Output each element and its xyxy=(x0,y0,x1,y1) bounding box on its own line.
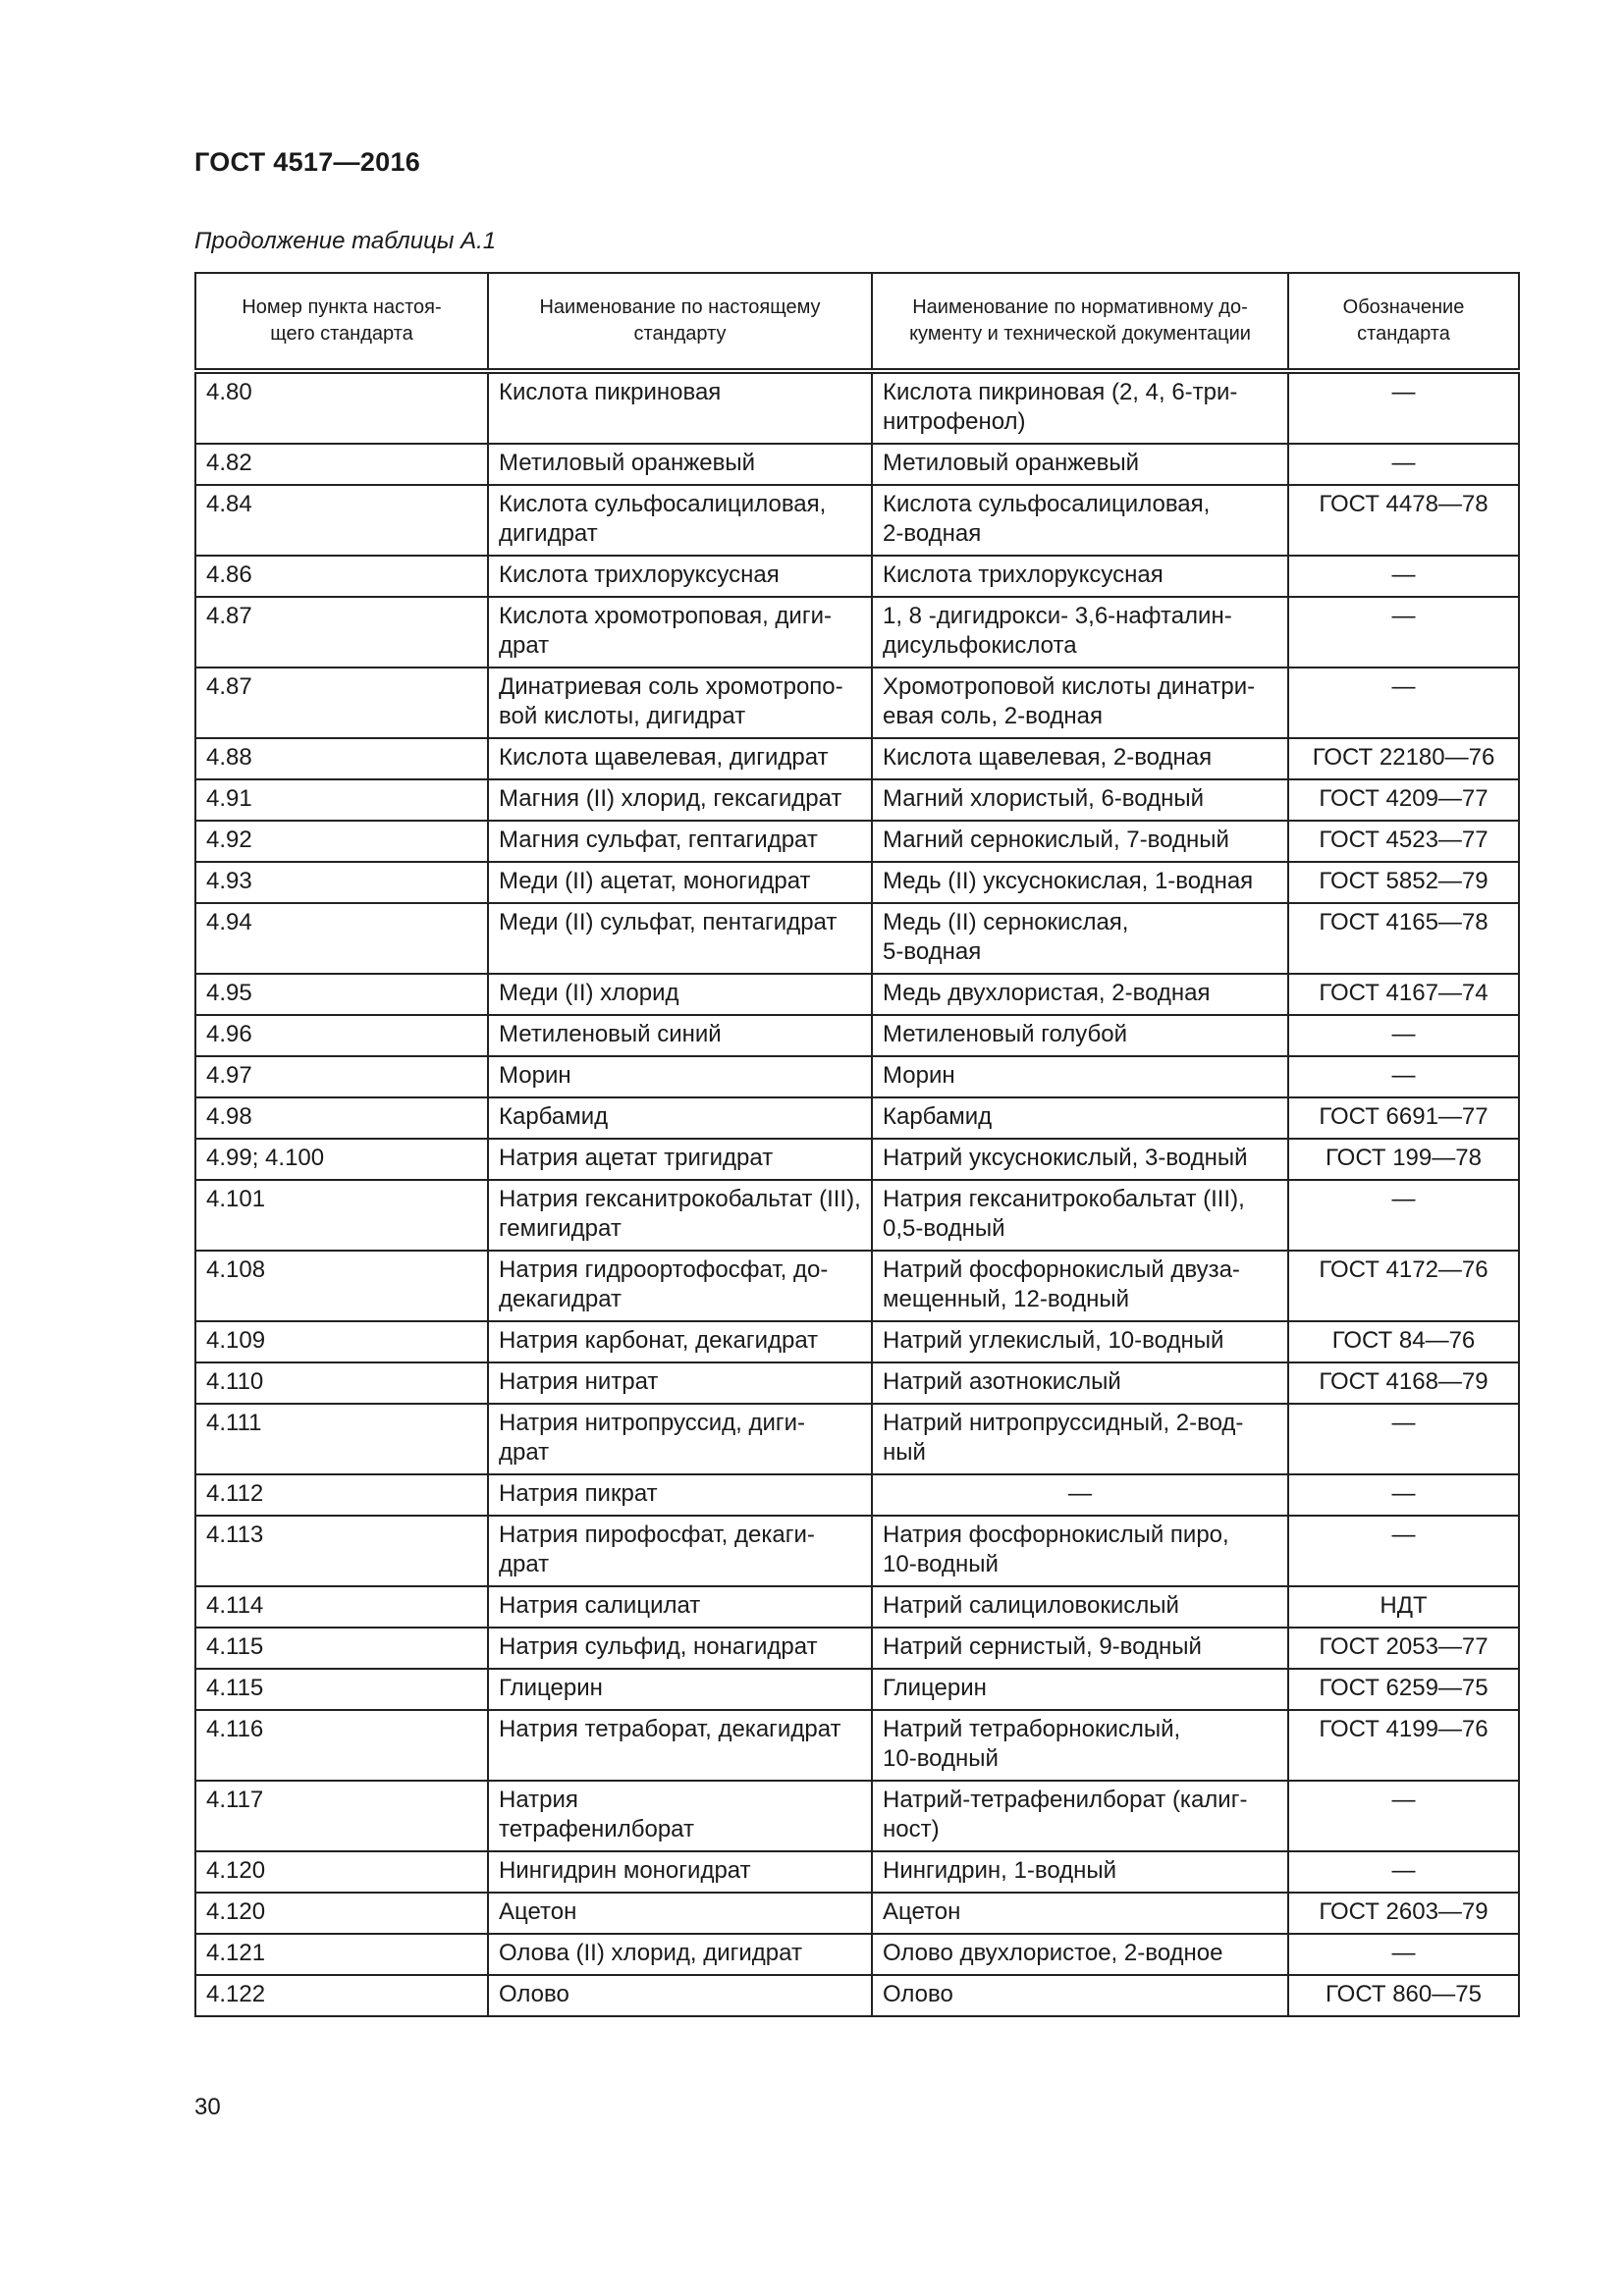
column-header-name: Наименование по настоящему стандарту xyxy=(488,273,872,371)
cell-name: Натрия гидроортофосфат, до- декагидрат xyxy=(488,1251,872,1321)
cell-name: Натрия гексанитрокобальтат (III), гемигидрат xyxy=(488,1180,872,1251)
table-row xyxy=(195,1669,1519,1710)
table-body xyxy=(195,371,1519,2016)
table-row xyxy=(195,1781,1519,1851)
table-row xyxy=(195,1934,1519,1975)
table-row xyxy=(195,1628,1519,1669)
table-row xyxy=(195,667,1519,738)
cell-item-number: 4.97 xyxy=(195,1056,488,1097)
cell-item-number: 4.98 xyxy=(195,1097,488,1139)
cell-name: Натрия карбонат, декагидрат xyxy=(488,1321,872,1362)
cell-standard: ГОСТ 6691—77 xyxy=(1288,1097,1519,1139)
cell-document-name: Медь (II) уксуснокислая, 1-водная xyxy=(872,862,1288,903)
cell-name: Нингидрин моногидрат xyxy=(488,1851,872,1893)
cell-item-number: 4.113 xyxy=(195,1516,488,1586)
cell-standard: ГОСТ 4478—78 xyxy=(1288,485,1519,556)
cell-document-name: Нингидрин, 1-водный xyxy=(872,1851,1288,1893)
cell-document-name: Натрий салициловокислый xyxy=(872,1586,1288,1628)
cell-standard: ГОСТ 4165—78 xyxy=(1288,903,1519,974)
cell-standard: — xyxy=(1288,1781,1519,1851)
cell-standard: ГОСТ 860—75 xyxy=(1288,1975,1519,2016)
cell-standard: — xyxy=(1288,556,1519,597)
cell-standard: ГОСТ 4199—76 xyxy=(1288,1710,1519,1781)
cell-standard: ГОСТ 4172—76 xyxy=(1288,1251,1519,1321)
cell-standard: ГОСТ 5852—79 xyxy=(1288,862,1519,903)
cell-item-number: 4.87 xyxy=(195,667,488,738)
cell-document-name: Медь (II) сернокислая, 5-водная xyxy=(872,903,1288,974)
column-header-item-number: Номер пункта настоя- щего стандарта xyxy=(195,273,488,371)
cell-item-number: 4.116 xyxy=(195,1710,488,1781)
document-title: ГОСТ 4517—2016 xyxy=(194,147,421,177)
cell-item-number: 4.108 xyxy=(195,1251,488,1321)
cell-name: Натрия тетраборат, декагидрат xyxy=(488,1710,872,1781)
cell-document-name: Глицерин xyxy=(872,1669,1288,1710)
table-row xyxy=(195,862,1519,903)
cell-standard: — xyxy=(1288,444,1519,485)
table-row xyxy=(195,1710,1519,1781)
cell-standard: — xyxy=(1288,597,1519,667)
cell-document-name: — xyxy=(872,1474,1288,1516)
cell-standard: ГОСТ 4523—77 xyxy=(1288,821,1519,862)
cell-standard: ГОСТ 4168—79 xyxy=(1288,1362,1519,1404)
table-row xyxy=(195,1975,1519,2016)
cell-document-name: Хромотроповой кислоты динатри- евая соль, 2-водная xyxy=(872,667,1288,738)
cell-document-name: Олово двухлористое, 2-водное xyxy=(872,1934,1288,1975)
table-row xyxy=(195,1015,1519,1056)
cell-standard: ГОСТ 84—76 xyxy=(1288,1321,1519,1362)
cell-name: Натрия сульфид, нонагидрат xyxy=(488,1628,872,1669)
cell-standard: ГОСТ 2603—79 xyxy=(1288,1893,1519,1934)
cell-item-number: 4.92 xyxy=(195,821,488,862)
cell-item-number: 4.115 xyxy=(195,1669,488,1710)
cell-name: Карбамид xyxy=(488,1097,872,1139)
cell-document-name: Магний хлористый, 6-водный xyxy=(872,779,1288,821)
cell-document-name: Натрия фосфорнокислый пиро, 10-водный xyxy=(872,1516,1288,1586)
cell-document-name: 1, 8 -дигидрокси- 3,6-нафталин- дисульфокислота xyxy=(872,597,1288,667)
cell-name: Магния (II) хлорид, гексагидрат xyxy=(488,779,872,821)
cell-item-number: 4.96 xyxy=(195,1015,488,1056)
table-row xyxy=(195,1056,1519,1097)
cell-standard: НДТ xyxy=(1288,1586,1519,1628)
table-header-row xyxy=(195,273,1519,371)
cell-item-number: 4.86 xyxy=(195,556,488,597)
cell-item-number: 4.99; 4.100 xyxy=(195,1139,488,1180)
cell-name: Кислота хромотроповая, диги- драт xyxy=(488,597,872,667)
table-row xyxy=(195,597,1519,667)
cell-name: Натрия нитропруссид, диги- драт xyxy=(488,1404,872,1474)
cell-standard: ГОСТ 2053—77 xyxy=(1288,1628,1519,1669)
table-row xyxy=(195,779,1519,821)
table-row xyxy=(195,444,1519,485)
cell-document-name: Кислота пикриновая (2, 4, 6-три- нитрофенол) xyxy=(872,371,1288,444)
cell-standard: ГОСТ 22180—76 xyxy=(1288,738,1519,779)
cell-standard: ГОСТ 4209—77 xyxy=(1288,779,1519,821)
cell-item-number: 4.117 xyxy=(195,1781,488,1851)
cell-document-name: Натрий уксуснокислый, 3-водный xyxy=(872,1139,1288,1180)
cell-standard: ГОСТ 199—78 xyxy=(1288,1139,1519,1180)
table-caption: Продолжение таблицы А.1 xyxy=(194,228,497,254)
cell-name: Меди (II) ацетат, моногидрат xyxy=(488,862,872,903)
cell-item-number: 4.94 xyxy=(195,903,488,974)
column-header-document-name: Наименование по нормативному до- кументу и технической документации xyxy=(872,273,1288,371)
cell-name: Натрия пирофосфат, декаги- драт xyxy=(488,1516,872,1586)
cell-name: Натрия тетрафенилборат xyxy=(488,1781,872,1851)
cell-standard: — xyxy=(1288,667,1519,738)
table-row xyxy=(195,485,1519,556)
cell-item-number: 4.110 xyxy=(195,1362,488,1404)
table-row xyxy=(195,1893,1519,1934)
table-row xyxy=(195,1251,1519,1321)
cell-name: Натрия пикрат xyxy=(488,1474,872,1516)
cell-item-number: 4.84 xyxy=(195,485,488,556)
cell-document-name: Ацетон xyxy=(872,1893,1288,1934)
cell-item-number: 4.95 xyxy=(195,974,488,1015)
cell-item-number: 4.91 xyxy=(195,779,488,821)
cell-name: Метиловый оранжевый xyxy=(488,444,872,485)
table-row xyxy=(195,1180,1519,1251)
cell-document-name: Натрий азотнокислый xyxy=(872,1362,1288,1404)
page-number: 30 xyxy=(194,2094,221,2120)
table-row xyxy=(195,1516,1519,1586)
cell-standard: — xyxy=(1288,1056,1519,1097)
table-row xyxy=(195,821,1519,862)
cell-name: Метиленовый синий xyxy=(488,1015,872,1056)
cell-document-name: Кислота трихлоруксусная xyxy=(872,556,1288,597)
cell-standard: — xyxy=(1288,1516,1519,1586)
table-row xyxy=(195,1321,1519,1362)
cell-standard: — xyxy=(1288,1015,1519,1056)
cell-name: Динатриевая соль хромотропо- вой кислоты, дигидрат xyxy=(488,667,872,738)
cell-name: Натрия салицилат xyxy=(488,1586,872,1628)
table-row xyxy=(195,974,1519,1015)
cell-name: Натрия нитрат xyxy=(488,1362,872,1404)
table-row xyxy=(195,1474,1519,1516)
cell-standard: — xyxy=(1288,1474,1519,1516)
cell-name: Олово xyxy=(488,1975,872,2016)
cell-document-name: Магний сернокислый, 7-водный xyxy=(872,821,1288,862)
cell-document-name: Натрий-тетрафенилборат (калиг- ност) xyxy=(872,1781,1288,1851)
table-row xyxy=(195,903,1519,974)
table-row xyxy=(195,1362,1519,1404)
cell-standard: — xyxy=(1288,1851,1519,1893)
cell-document-name: Натрий сернистый, 9-водный xyxy=(872,1628,1288,1669)
cell-item-number: 4.120 xyxy=(195,1893,488,1934)
cell-document-name: Метиловый оранжевый xyxy=(872,444,1288,485)
table-row xyxy=(195,1139,1519,1180)
cell-document-name: Натрий углекислый, 10-водный xyxy=(872,1321,1288,1362)
cell-item-number: 4.87 xyxy=(195,597,488,667)
cell-item-number: 4.93 xyxy=(195,862,488,903)
table-row xyxy=(195,1586,1519,1628)
cell-name: Кислота щавелевая, дигидрат xyxy=(488,738,872,779)
cell-name: Глицерин xyxy=(488,1669,872,1710)
cell-name: Морин xyxy=(488,1056,872,1097)
cell-name: Меди (II) хлорид xyxy=(488,974,872,1015)
cell-document-name: Карбамид xyxy=(872,1097,1288,1139)
cell-document-name: Кислота сульфосалициловая, 2-водная xyxy=(872,485,1288,556)
cell-item-number: 4.88 xyxy=(195,738,488,779)
cell-name: Кислота сульфосалициловая, дигидрат xyxy=(488,485,872,556)
table-row xyxy=(195,1404,1519,1474)
cell-standard: — xyxy=(1288,1404,1519,1474)
cell-document-name: Натрий фосфорнокислый двуза- мещенный, 12-водный xyxy=(872,1251,1288,1321)
cell-document-name: Натрий тетраборнокислый, 10-водный xyxy=(872,1710,1288,1781)
cell-document-name: Кислота щавелевая, 2-водная xyxy=(872,738,1288,779)
cell-document-name: Натрий нитропруссидный, 2-вод- ный xyxy=(872,1404,1288,1474)
table-row xyxy=(195,738,1519,779)
cell-item-number: 4.121 xyxy=(195,1934,488,1975)
cell-item-number: 4.82 xyxy=(195,444,488,485)
cell-standard: ГОСТ 6259—75 xyxy=(1288,1669,1519,1710)
cell-name: Магния сульфат, гептагидрат xyxy=(488,821,872,862)
cell-item-number: 4.114 xyxy=(195,1586,488,1628)
table-row xyxy=(195,371,1519,444)
cell-name: Натрия ацетат тригидрат xyxy=(488,1139,872,1180)
table-row xyxy=(195,1851,1519,1893)
table-row xyxy=(195,1097,1519,1139)
cell-item-number: 4.112 xyxy=(195,1474,488,1516)
cell-document-name: Метиленовый голубой xyxy=(872,1015,1288,1056)
cell-document-name: Олово xyxy=(872,1975,1288,2016)
cell-document-name: Медь двухлористая, 2-водная xyxy=(872,974,1288,1015)
cell-standard: ГОСТ 4167—74 xyxy=(1288,974,1519,1015)
cell-item-number: 4.80 xyxy=(195,371,488,444)
cell-document-name: Морин xyxy=(872,1056,1288,1097)
cell-item-number: 4.115 xyxy=(195,1628,488,1669)
cell-item-number: 4.120 xyxy=(195,1851,488,1893)
cell-item-number: 4.109 xyxy=(195,1321,488,1362)
cell-document-name: Натрия гексанитрокобальтат (III), 0,5-водный xyxy=(872,1180,1288,1251)
cell-name: Меди (II) сульфат, пентагидрат xyxy=(488,903,872,974)
cell-standard: — xyxy=(1288,371,1519,444)
standards-table xyxy=(194,272,1520,2017)
cell-standard: — xyxy=(1288,1934,1519,1975)
table-row xyxy=(195,556,1519,597)
cell-item-number: 4.111 xyxy=(195,1404,488,1474)
cell-name: Ацетон xyxy=(488,1893,872,1934)
cell-name: Кислота пикриновая xyxy=(488,371,872,444)
cell-name: Олова (II) хлорид, дигидрат xyxy=(488,1934,872,1975)
cell-standard: — xyxy=(1288,1180,1519,1251)
cell-item-number: 4.101 xyxy=(195,1180,488,1251)
column-header-standard: Обозначение стандарта xyxy=(1288,273,1519,371)
cell-name: Кислота трихлоруксусная xyxy=(488,556,872,597)
cell-item-number: 4.122 xyxy=(195,1975,488,2016)
